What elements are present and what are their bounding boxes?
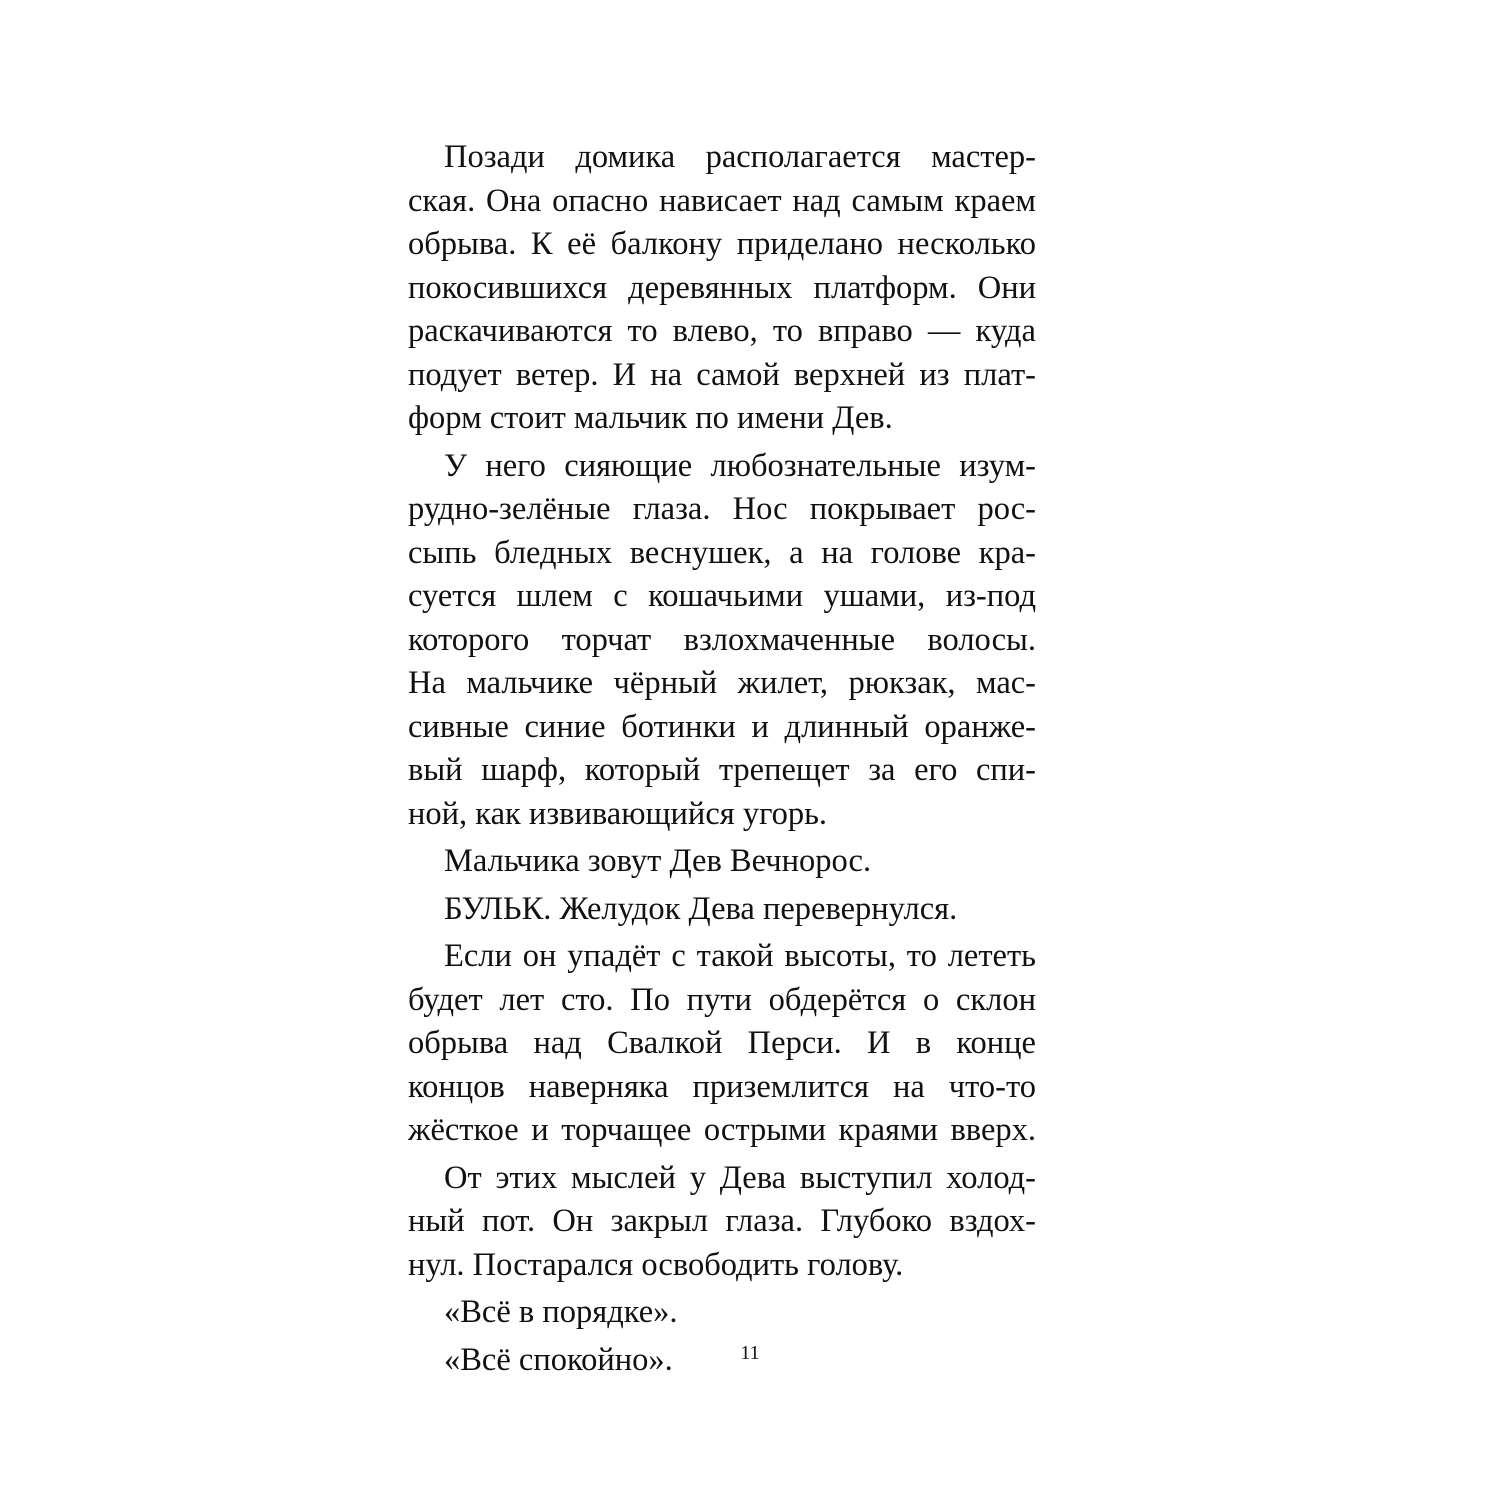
text-line: ный пот. Он закрыл глаза. Глубоко вздох-	[408, 1203, 1036, 1239]
text-line: «Всё в порядке».	[444, 1294, 678, 1330]
text-line: форм стоит мальчик по имени Дев.	[408, 400, 893, 436]
text-line: «Всё спокойно».	[444, 1341, 673, 1378]
text-line: жёсткое и торчащее острыми краями вверх.	[408, 1112, 1036, 1148]
text-line: покосившихся деревянных платформ. Они	[408, 269, 1036, 306]
text-line: которого торчат взлохмаченные волосы.	[408, 621, 1036, 658]
text-line: Если он упадёт с такой высоты, то лететь	[444, 938, 1036, 974]
text-line: От этих мыслей у Дева выступил холод-	[444, 1159, 1036, 1196]
text-line: ной, как извивающийся угорь.	[408, 795, 828, 832]
text-line: будет лет сто. По пути обдерётся о склон	[408, 981, 1036, 1018]
text-line: сыпь бледных веснушек, а на голове кра-	[408, 534, 1036, 571]
text-line: Мальчика зовут Дев Вечнорос.	[444, 843, 872, 879]
text-line: раскачиваются то влево, то вправо — куда	[408, 313, 1036, 349]
text-line: ская. Она опасно нависает над самым краем	[408, 182, 1036, 219]
text-line: подует ветер. И на самой верхней из плат-	[408, 356, 1036, 393]
text-line: БУЛЬК. Желудок Дева перевернулся.	[444, 890, 958, 927]
text-line: сивные синие ботинки и длинный оранже-	[408, 708, 1036, 745]
text-line: вый шарф, который трепещет за его спи-	[408, 752, 1036, 788]
text-line: На мальчике чёрный жилет, рюкзак, мас-	[408, 665, 1036, 701]
text-line: обрыва. К её балкону приделано несколько	[408, 226, 1036, 262]
text-line: обрыва над Свалкой Перси. И в конце	[408, 1025, 1036, 1061]
body-text	[408, 136, 1036, 1382]
text-line: рудно-зелёные глаза. Нос покрывает рос-	[408, 491, 1036, 527]
text-line: нул. Постарался освободить голову.	[408, 1246, 904, 1283]
text-line: У него сияющие любознательные изум-	[444, 447, 1036, 484]
text-line: Позади домика располагается мастер-	[444, 139, 1036, 175]
text-line: суется шлем с кошачьими ушами, из-под	[408, 578, 1036, 614]
page-number: 11	[740, 1342, 760, 1364]
text-line: концов наверняка приземлится на что-то	[408, 1068, 1036, 1105]
